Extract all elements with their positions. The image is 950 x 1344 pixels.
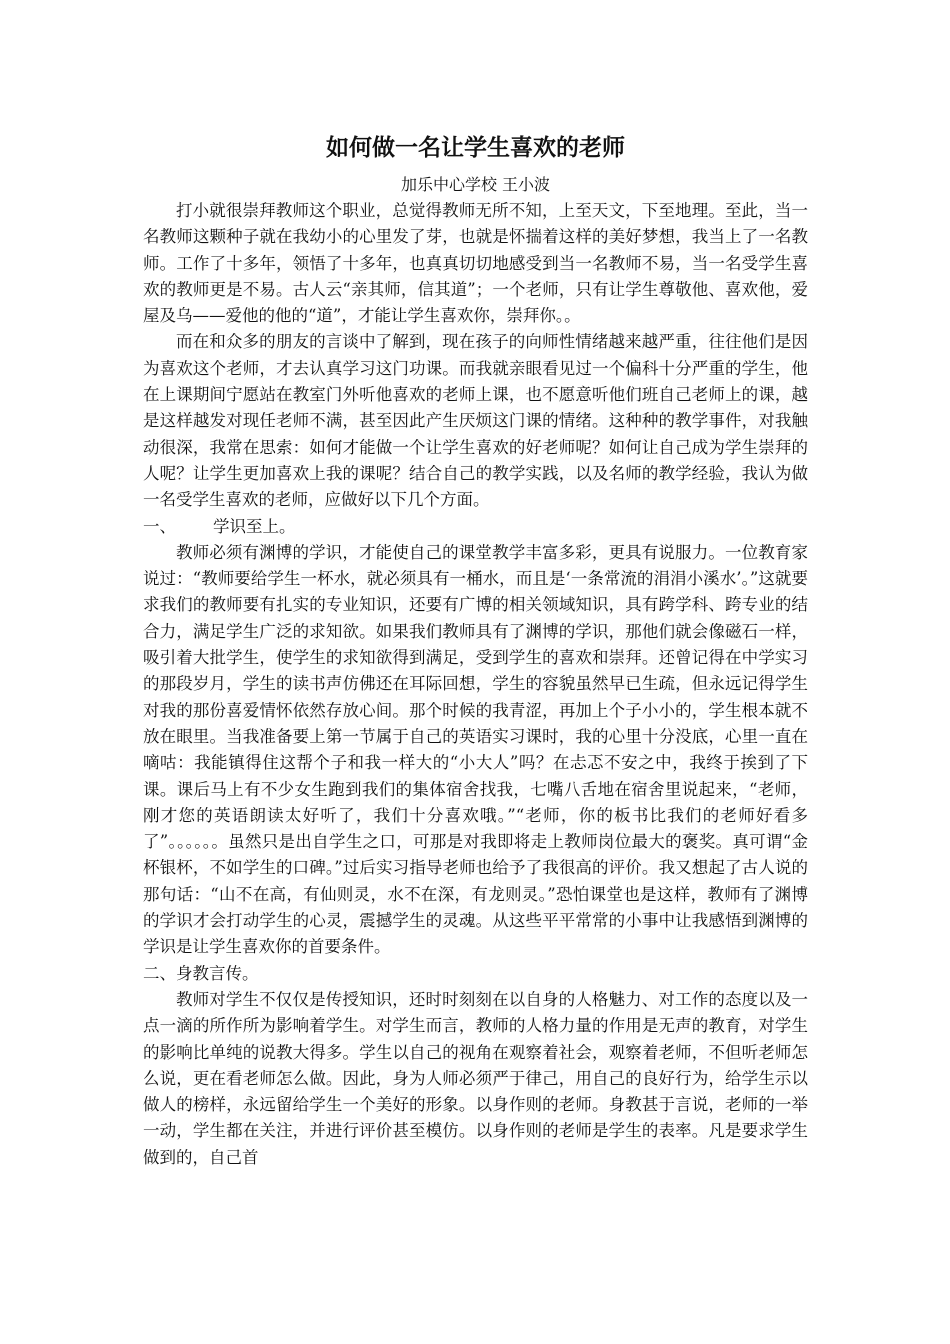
paragraph-observation: 而在和众多的朋友的言谈中了解到，现在孩子的向师性情绪越来越严重，往往他们是因为喜欢这个老师，才去认真学习这门功课。而我就亲眼看见过一个偏科十分严重的学生，他在上课期间宁愿站在教室门外听他喜欢的老师上课，也不愿意听他们班自己老师上的课，越是这样越发对现任老师不满，甚至因此产生厌烦这门课的情绪。这种种的教学事件，对我触动很深，我常在思索：如何才能做一个让学生喜欢的好老师呢？如何让自己成为学生崇拜的人呢？让学生更加喜欢上我的课呢？结合自己的教学实践，以及名师的教学经验，我认为做一名受学生喜欢的老师，应做好以下几个方面。 — [143, 332, 808, 510]
section-number-1: 一、 — [143, 516, 176, 536]
paragraph-section-2: 教师对学生不仅仅是传授知识，还时时刻刻在以自身的人格魅力、对工作的态度以及一点一滴的所作所为影响着学生。对学生而言，教师的人格力量的作用是无声的教育，对学生的影响比单纯的说教大得多。学生以自己的视角在观察着社会，观察着老师，不但听老师怎么说，更在看老师怎么做。因此，身为人师必须严于律己，用自己的良好行为，给学生示以做人的榜样，永远留给学生一个美好的形象。以身作则的老师。身教甚于言说，老师的一举一动，学生都在关注，并进行评价甚至模仿。以身作则的老师是学生的表率。凡是要求学生做到的，自己首 — [143, 989, 808, 1167]
section-heading-2: 二、身教言传。 — [143, 963, 259, 983]
author-line: 加乐中心学校 王小波 — [400, 175, 551, 194]
paragraph-intro: 打小就很崇拜教师这个职业，总觉得教师无所不知，上至天文，下至地理。至此，当一名教师这颗种子就在我幼小的心里发了芽，也就是怀揣着这样的美好梦想，我当上了一名教师。工作了十多年，领悟了十多年，也真真切切地感受到当一名教师不易，当一名受学生喜欢的教师更是不易。古人云“亲其师，信其道”；一个老师，只有让学生尊敬他、喜欢他，爱屋及乌——爱他的他的“道”，才能让学生喜欢你，崇拜你。。 — [143, 201, 808, 326]
section-title-1: 学识至上。 — [213, 516, 296, 536]
paragraph-section-1: 教师必须有渊博的学识，才能使自己的课堂教学丰富多彩，更具有说服力。一位教育家说过：“教师要给学生一杯水，就必须具有一桶水，而且是‘一条常流的涓涓小溪水’。”这就要求我们的教师要有扎实的专业知识，还要有广博的相关领域知识，具有跨学科、跨专业的结合力，满足学生广泛的求知欲。如果我们教师具有了渊博的学识，那他们就会像磁石一样，吸引着大批学生，使学生的求知欲得到满足，受到学生的喜欢和崇拜。还曾记得在中学实习的那段岁月，学生的读书声仿佛还在耳际回想，学生的容貌虽然早已生疏，但永远记得学生对我的那份喜爱情怀依然存放心间。那个时候的我青涩，再加上个子小小的，学生根本就不放在眼里。当我准备要上第一节属于自己的英语实习课时，我的心里十分没底，心里一直在嘀咕：我能镇得住这帮个子和我一样大的“小大人”吗？在忐忑不安之中，我终于挨到了下课。课后马上有不少女生跑到我们的集体宿舍找我，七嘴八舌地在宿舍里说起来，“老师，刚才您的英语朗读太好听了，我们十分喜欢哦。”“老师，你的板书比我们的老师好看多了”。。。。。。虽然只是出自学生之口，可那是对我即将走上教师岗位最大的褒奖。真可谓“金杯银杯，不如学生的口碑。”过后实习指导老师也给予了我很高的评价。我又想起了古人说的那句话：“山不在高，有仙则灵，水不在深，有龙则灵。”恐怕课堂也是这样，教师有了渊博的学识才会打动学生的心灵，震撼学生的灵魂。从这些平平常常的小事中让我感悟到渊博的学识是让学生喜欢你的首要条件。 — [143, 542, 808, 957]
document-title: 如何做一名让学生喜欢的老师 — [326, 135, 625, 161]
section-heading-1 — [143, 514, 808, 540]
document-page — [143, 130, 808, 1171]
